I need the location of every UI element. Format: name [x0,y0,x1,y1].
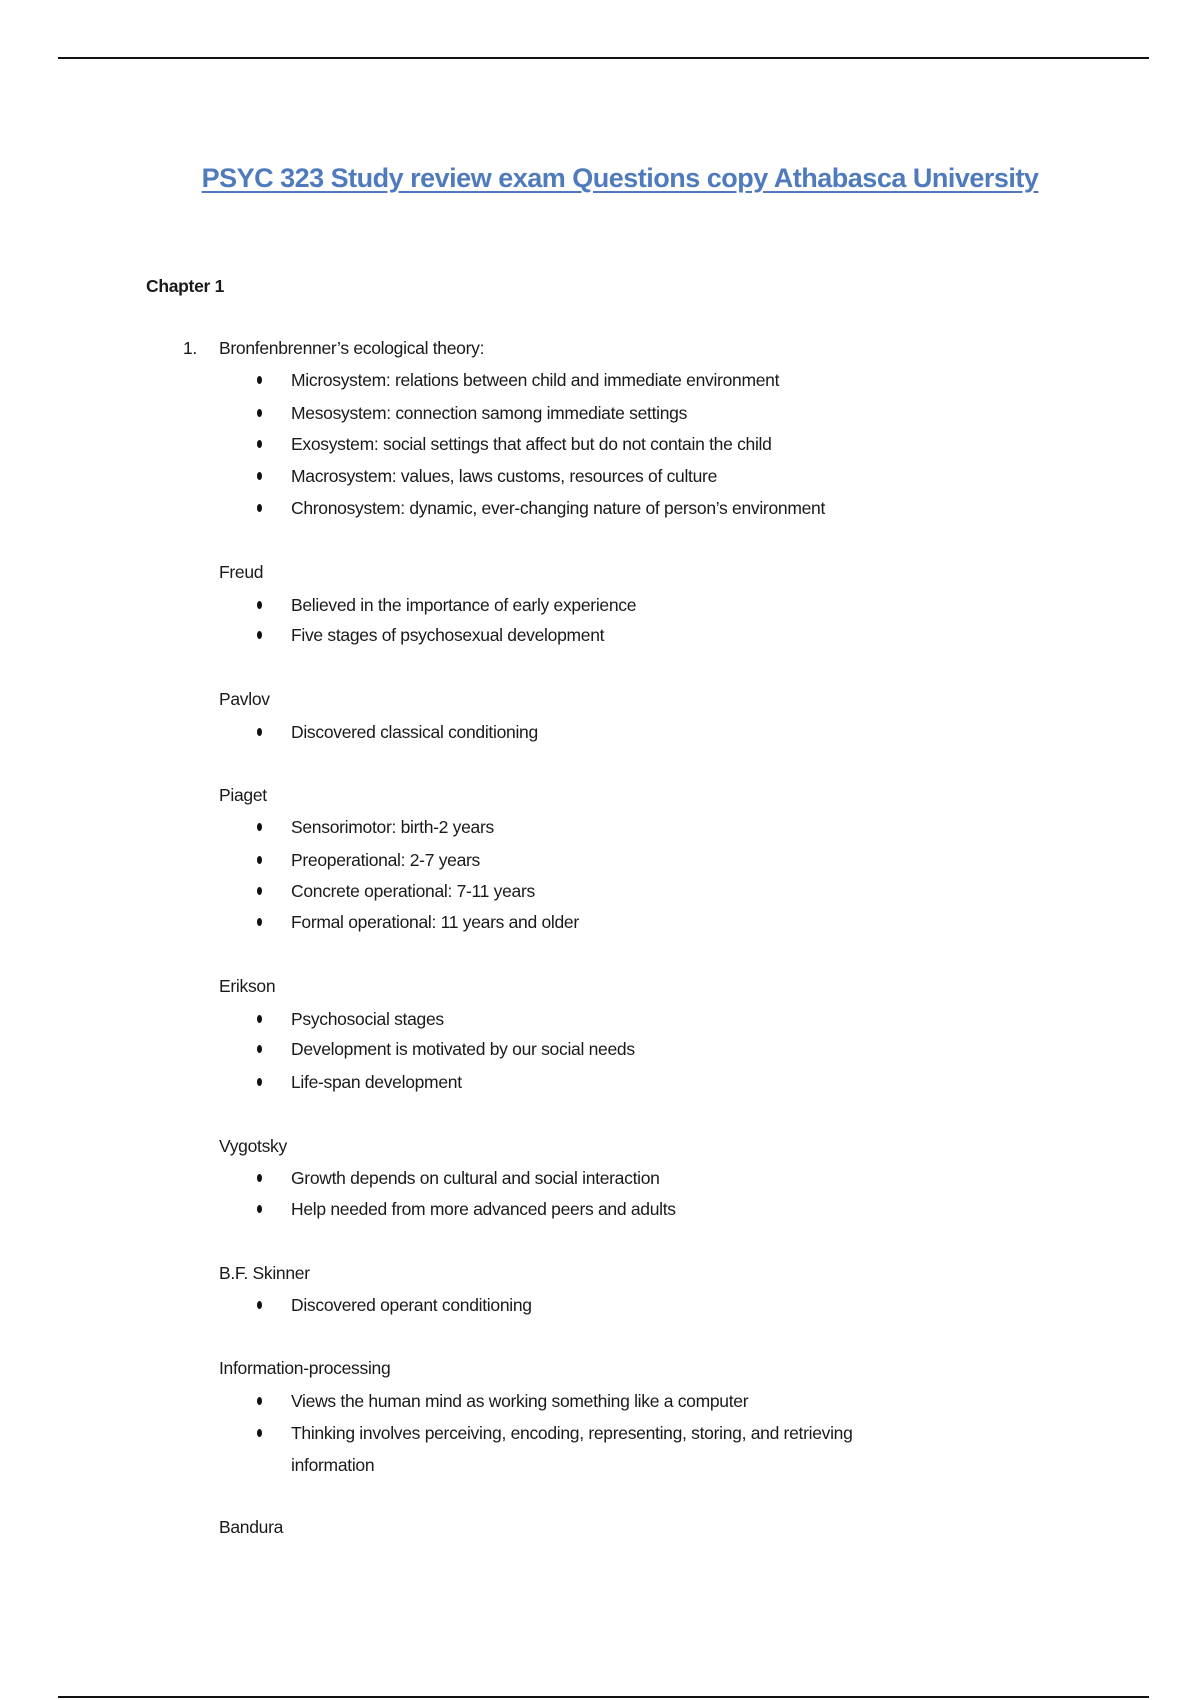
section-heading: Pavlov [219,689,270,709]
bullet-icon [257,1015,262,1023]
bullet-icon [257,1301,262,1309]
section-heading: Freud [219,562,264,582]
section-heading: Vygotsky [219,1136,287,1156]
item-text: Bronfenbrenner’s ecological theory: [219,338,485,358]
bullet-icon [257,1078,262,1086]
bullet-item: Thinking involves perceiving, encoding, representing, storing, and retrieving [291,1423,853,1443]
bullet-icon [257,1174,262,1182]
bullet-icon [257,440,262,448]
bullet-icon [257,918,262,926]
bullet-icon [257,376,262,384]
bullet-icon [257,601,262,609]
section-heading: Erikson [219,976,276,996]
section-heading: Bandura [219,1517,284,1537]
bullet-item: Formal operational: 11 years and older [291,912,579,932]
bullet-item: Believed in the importance of early experience [291,595,637,615]
bullet-item: Five stages of psychosexual development [291,625,605,645]
header-rule [58,57,1149,59]
bullet-icon [257,1205,262,1213]
bullet-item-continuation: information [291,1455,375,1475]
bullet-icon [257,728,262,736]
section-heading: Piaget [219,785,267,805]
bullet-item: Chronosystem: dynamic, ever-changing nature of person’s environment [291,498,826,518]
bullet-icon [257,504,262,512]
bullet-item: Development is motivated by our social needs [291,1039,635,1059]
bullet-item: Exosystem: social settings that affect but do not contain the child [291,434,772,454]
bullet-icon [257,887,262,895]
bullet-icon [257,1429,262,1437]
section-heading: Information-processing [219,1358,391,1378]
bullet-item: Macrosystem: values, laws customs, resources of culture [291,466,718,486]
bullet-item: Discovered operant conditioning [291,1295,532,1315]
bullet-item: Microsystem: relations between child and immediate environment [291,370,780,390]
document-title: PSYC 323 Study review exam Questions copy Athabasca University [201,163,1039,193]
bullet-icon [257,823,262,831]
bullet-icon [257,409,262,417]
bullet-item: Concrete operational: 7-11 years [291,881,535,901]
bullet-item: Views the human mind as working something like a computer [291,1391,749,1411]
section-heading: B.F. Skinner [219,1263,310,1283]
bullet-icon [257,856,262,864]
bullet-icon [257,1397,262,1405]
footer-rule [58,1696,1149,1698]
bullet-item: Help needed from more advanced peers and adults [291,1199,676,1219]
bullet-icon [257,1045,262,1053]
bullet-item: Growth depends on cultural and social interaction [291,1168,660,1188]
bullet-icon [257,472,262,480]
item-number: 1. [183,338,197,358]
bullet-item: Sensorimotor: birth-2 years [291,817,494,837]
bullet-item: Psychosocial stages [291,1009,444,1029]
bullet-item: Discovered classical conditioning [291,722,538,742]
bullet-item: Mesosystem: connection samong immediate settings [291,403,688,423]
bullet-icon [257,631,262,639]
chapter-heading: Chapter 1 [146,276,225,296]
bullet-item: Life-span development [291,1072,462,1092]
bullet-item: Preoperational: 2-7 years [291,850,480,870]
